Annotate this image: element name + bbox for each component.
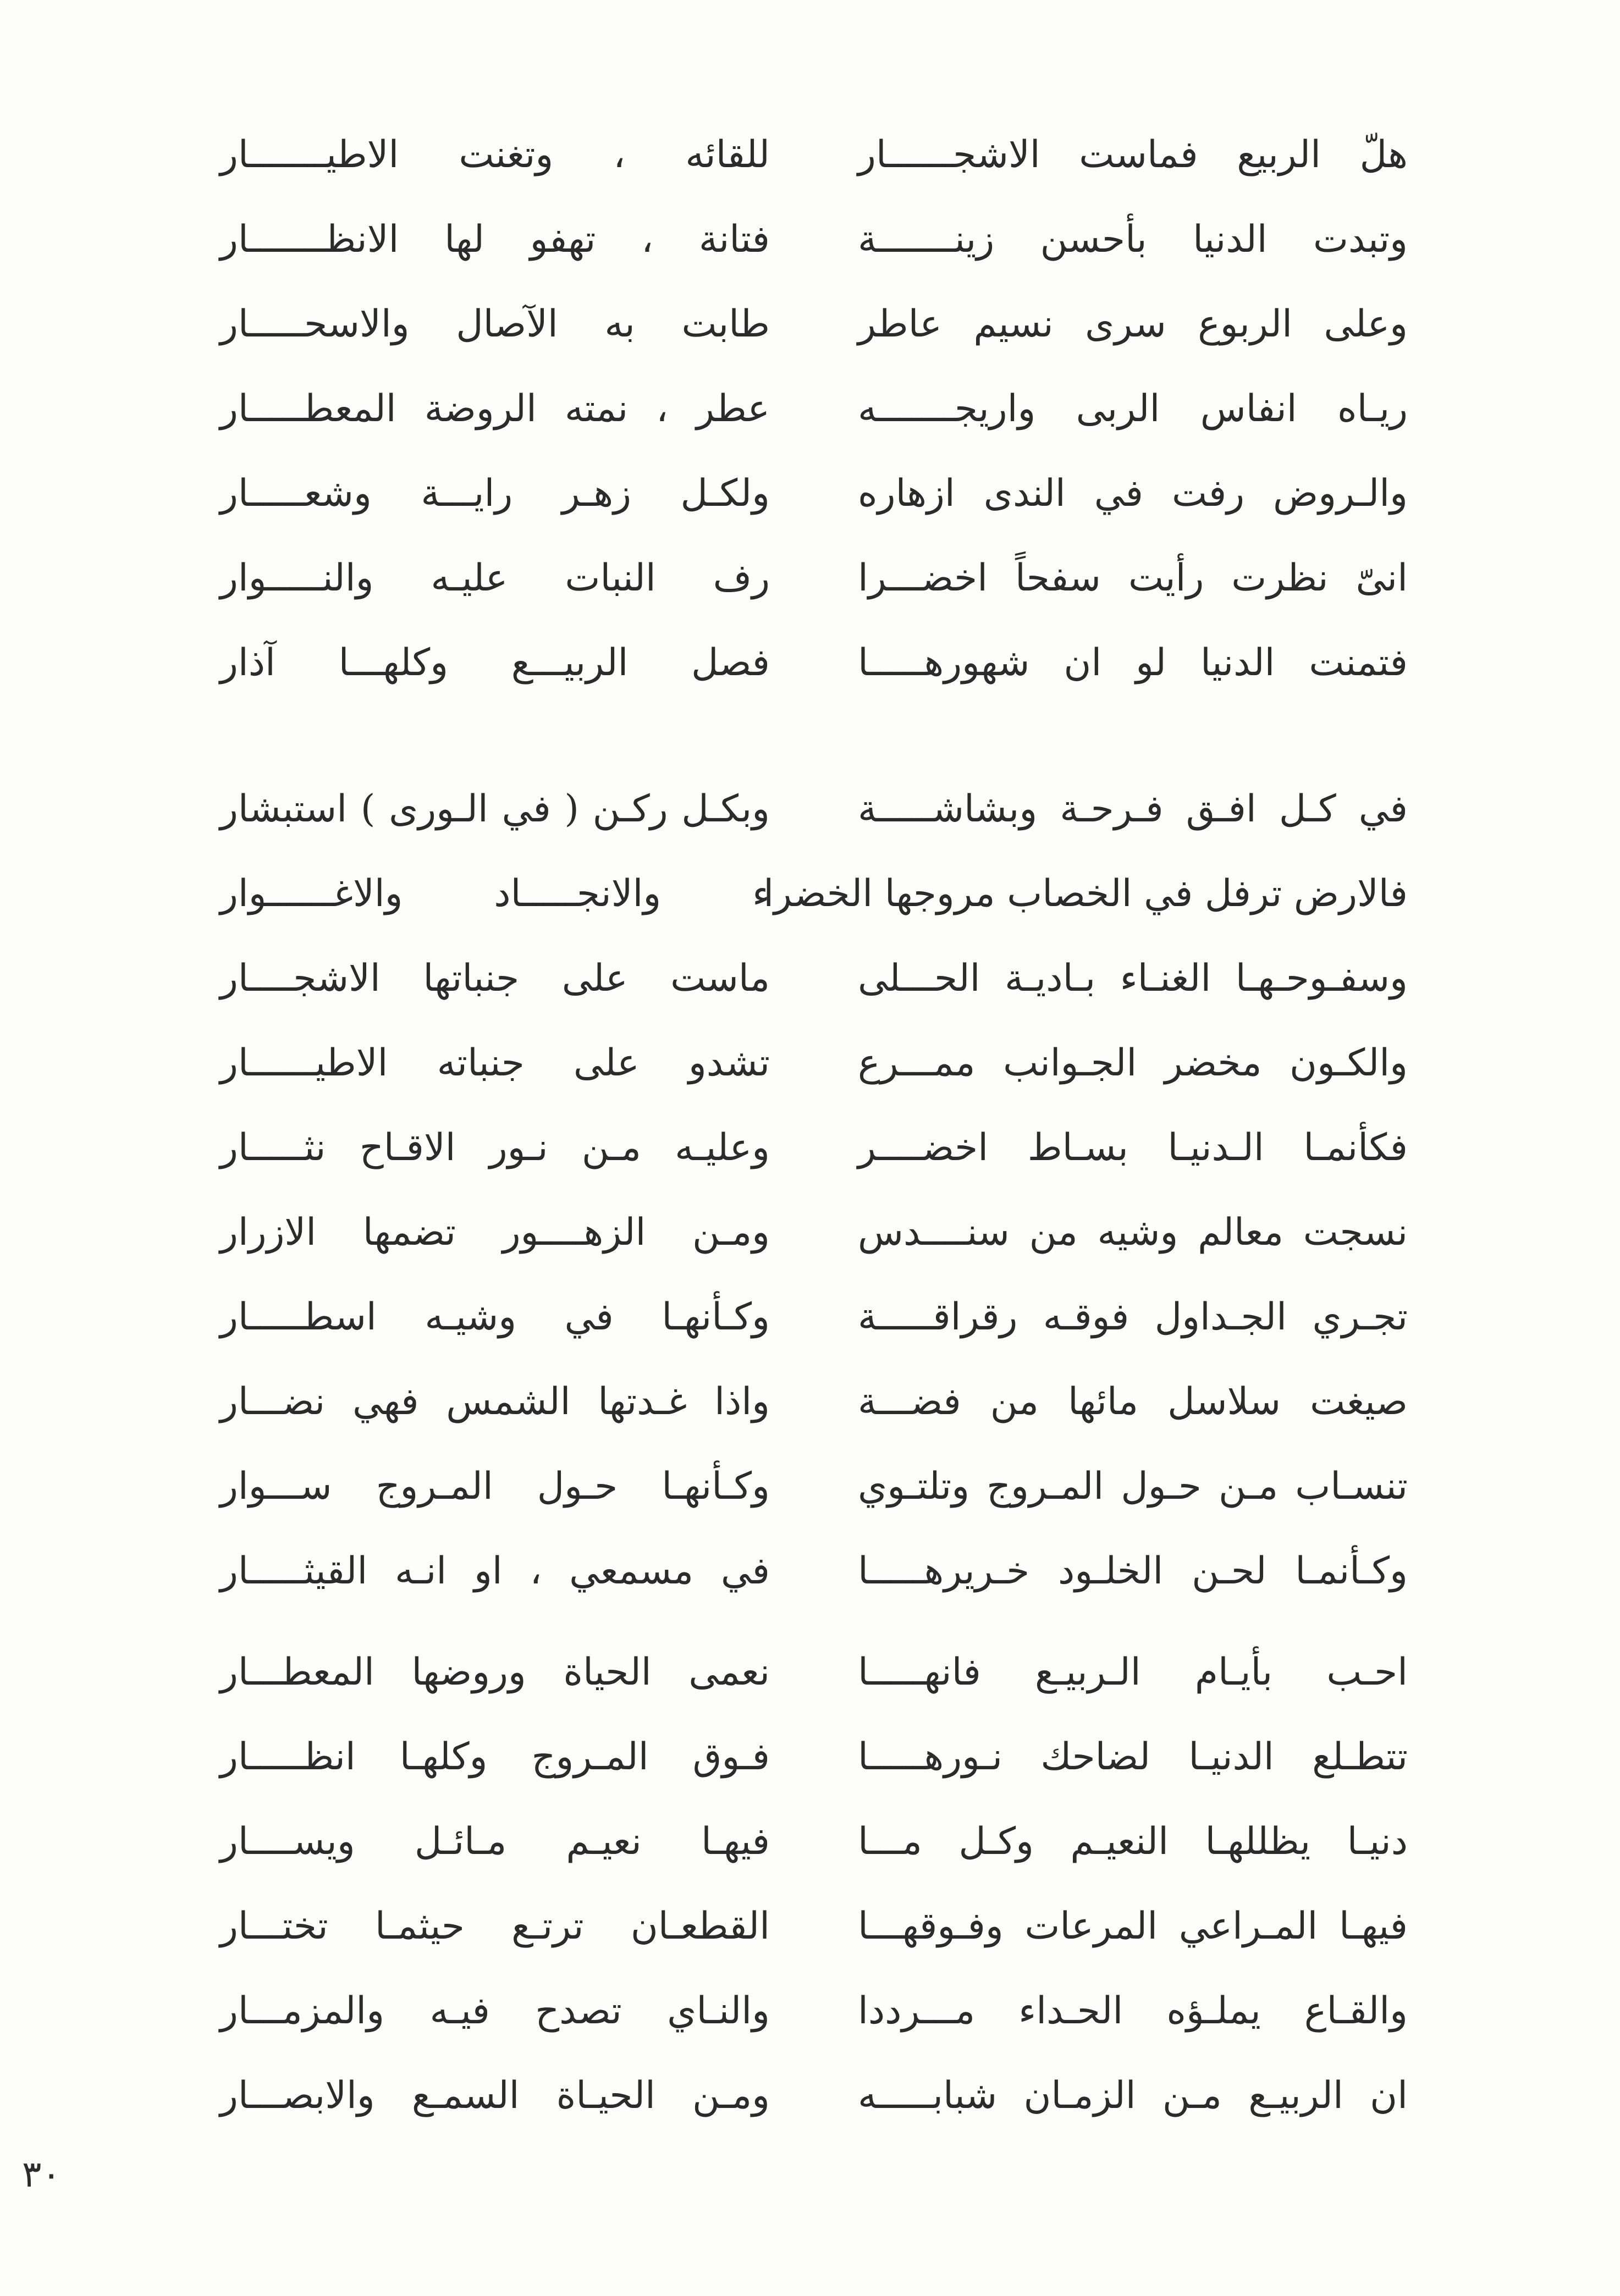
page-number: ٣٠	[22, 2153, 61, 2195]
verse	[220, 113, 1408, 197]
verse	[220, 282, 1408, 367]
verse	[220, 197, 1408, 282]
first-hemistich: تتطـلع الدنيـا لضاحك نـورهـــــا	[858, 1735, 1408, 1779]
second-hemistich: فتانة ، تهفو لها الانظـــــــار	[220, 218, 770, 261]
verse	[220, 1715, 1408, 1800]
first-hemistich: فتمنت الدنيا لو ان شهورهـــــا	[858, 641, 1408, 685]
second-hemistich: واذا غـدتها الشمس فهي نضـــار	[220, 1380, 770, 1423]
verse	[220, 1969, 1408, 2054]
verse	[220, 852, 1408, 936]
verse	[220, 1884, 1408, 1969]
second-hemistich: في مسمعي ، او انـه القيثـــــار	[220, 1549, 770, 1593]
verse	[220, 1800, 1408, 1884]
first-hemistich: والقـاع يملـؤه الحـداء مـــرددا	[858, 1989, 1408, 2033]
second-hemistich: القطعـان ترتـع حيثمـا تختـــار	[220, 1905, 770, 1948]
stanza-2	[220, 767, 1408, 1614]
stanza-1	[220, 113, 1408, 705]
first-hemistich: والـروض رفت في الندى ازهاره	[858, 472, 1408, 515]
verse	[220, 1275, 1408, 1360]
first-hemistich: فكأنمـا الـدنيـا بسـاط اخضــــر	[858, 1126, 1408, 1169]
verse	[220, 767, 1408, 852]
first-hemistich: نسجت معالم وشيه من سنــــدس	[858, 1211, 1408, 1254]
verse	[220, 1021, 1408, 1106]
second-hemistich: فيهـا نعيـم مـائـل ويســــار	[220, 1820, 770, 1863]
first-hemistich: وتبدت الدنيا بأحسن زينـــــــة	[858, 218, 1408, 261]
first-hemistich: تجـري الجـداول فوقـه رقراقـــــة	[858, 1295, 1408, 1339]
stanza-3	[220, 1630, 1408, 2138]
verse	[220, 1190, 1408, 1275]
second-hemistich: للقائه ، وتغنت الاطيـــــــار	[220, 133, 770, 176]
second-hemistich: نعمى الحياة وروضها المعطـــار	[220, 1651, 770, 1694]
first-hemistich: ريـاه انفاس الربى واريجـــــــه	[858, 387, 1408, 430]
first-hemistich: انىّ نظرت رأيت سفحاً اخضـــرا	[858, 556, 1408, 600]
verse	[220, 1360, 1408, 1444]
second-hemistich: ومـن الحيـاة السمـع والابصـــار	[220, 2074, 770, 2117]
first-hemistich: وسفـوحـهـا الغنـاء بـاديـة الحـــلى	[858, 957, 1408, 1000]
second-hemistich: والنـاي تصدح فيـه والمزمـــار	[220, 1989, 770, 2033]
second-hemistich: وعليـه مـن نـور الاقـاح نثـــــار	[220, 1126, 770, 1169]
verse	[220, 936, 1408, 1021]
verse	[220, 367, 1408, 451]
first-hemistich: احـب بأيـام الـربيـع فانهـــــا	[858, 1651, 1408, 1694]
first-hemistich: فيهـا المـراعي المرعات وفـوقهـــا	[858, 1905, 1408, 1948]
second-hemistich: ولكـل زهـر رايـــة وشعـــــار	[220, 472, 770, 515]
first-hemistich: تنسـاب مـن حـول المـروج وتلتـوي	[858, 1465, 1408, 1508]
second-hemistich: ء والانجـــــاد والاغــــــوار	[220, 872, 770, 915]
second-hemistich: وكـأنهـا في وشيـه اسطـــــار	[220, 1295, 770, 1339]
first-hemistich: هلّ الربيع فماست الاشجــــــار	[858, 133, 1408, 176]
second-hemistich: فـوق المـروج وكلهـا انظـــــار	[220, 1735, 770, 1779]
verse	[220, 1106, 1408, 1190]
second-hemistich: ماست على جنباتها الاشجــــار	[220, 957, 770, 1000]
first-hemistich: وعلى الربوع سرى نسيم عاطر	[858, 302, 1408, 346]
first-hemistich: ان الربيـع مـن الزمـان شبابـــــه	[858, 2074, 1408, 2117]
verse	[220, 451, 1408, 536]
first-hemistich: صيغت سلاسل مائها من فضـــة	[858, 1380, 1408, 1423]
verse	[220, 1630, 1408, 1715]
verse	[220, 1529, 1408, 1614]
second-hemistich: ومـن الزهــــور تضمها الازرار	[220, 1211, 770, 1254]
first-hemistich: في كـل افـق فـرحـة وبشاشـــــة	[858, 787, 1408, 831]
first-hemistich: وكـأنمـا لحـن الخلـود خـريرهـــــا	[858, 1549, 1408, 1593]
second-hemistich: تشدو على جنباته الاطيــــــار	[220, 1041, 770, 1085]
first-hemistich: فالارض ترفل في الخصاب مروجها الخضرا	[763, 872, 1408, 915]
second-hemistich: فصل الربيـــع وكلهـــا آذار	[220, 641, 770, 685]
second-hemistich: عطر ، نمته الروضة المعطـــــار	[220, 387, 770, 430]
second-hemistich: رف النبات عليـه والنـــــوار	[220, 556, 770, 600]
first-hemistich: والكـون مخضر الجـوانب ممـــرع	[858, 1041, 1408, 1085]
first-hemistich: دنيـا يظللهـا النعيـم وكـل مـــا	[858, 1820, 1408, 1863]
verse	[220, 621, 1408, 705]
second-hemistich: وبكـل ركـن ( في الـورى ) استبشار	[220, 787, 770, 831]
second-hemistich: وكـأنهـا حـول المـروج ســـوار	[220, 1465, 770, 1508]
verse	[220, 1444, 1408, 1529]
verse	[220, 2054, 1408, 2138]
verse	[220, 536, 1408, 621]
second-hemistich: طابت به الآصال والاسحـــــار	[220, 302, 770, 346]
